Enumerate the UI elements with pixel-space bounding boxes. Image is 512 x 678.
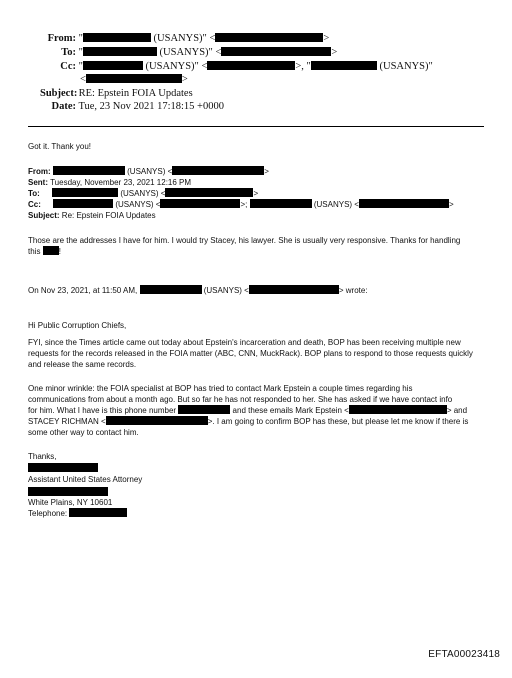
to-quote: " xyxy=(78,47,83,58)
quoted-cc-sep: >; xyxy=(240,200,248,209)
signature-telephone xyxy=(28,508,127,519)
body-para-2: FYI, since the Times article came out today about Epstein's incarceration and death, BOP has been receiving multiple new requests for the records released in the FOIA matter (ABC, CNN, MuckRack). BOP plans to respond to those requests quickly and release the same records. xyxy=(28,338,473,369)
on-date: On Nov 23, 2021, at 11:50 AM, xyxy=(28,286,138,295)
quoted-sent-row xyxy=(28,177,191,188)
redaction xyxy=(359,199,449,208)
redaction xyxy=(349,405,447,414)
quoted-to-label: To: xyxy=(28,189,40,198)
header-from-row xyxy=(40,33,329,44)
redaction xyxy=(106,416,208,425)
redaction xyxy=(43,246,59,255)
header-date-row xyxy=(40,101,224,112)
from-end: > xyxy=(323,33,330,44)
date-label: Date: xyxy=(51,101,76,112)
on-wrote-line xyxy=(28,285,368,296)
subject-value: RE: Epstein FOIA Updates xyxy=(78,88,193,99)
redaction xyxy=(140,285,202,294)
quoted-cc-label: Cc: xyxy=(28,200,41,209)
subject-label: Subject: xyxy=(40,88,78,99)
quoted-from-end: > xyxy=(264,167,269,176)
redaction xyxy=(178,405,230,414)
quoted-from-org: (USANYS) < xyxy=(127,167,173,176)
thanks: Thanks, xyxy=(28,452,57,461)
redaction xyxy=(83,47,157,56)
header-divider xyxy=(28,126,484,127)
redaction xyxy=(221,47,331,56)
redaction xyxy=(249,285,339,294)
quoted-cc-row xyxy=(28,199,454,210)
quoted-sent-value: Tuesday, November 23, 2021 12:16 PM xyxy=(50,178,192,187)
to-org: (USANYS)" < xyxy=(159,47,222,58)
cc-open: < xyxy=(80,74,86,85)
cc-label: Cc: xyxy=(60,61,76,72)
signature-city: White Plains, NY 10601 xyxy=(28,498,113,507)
reply-text: Got it. Thank you! xyxy=(28,142,91,151)
signature-name xyxy=(28,463,98,474)
quoted-to-end: > xyxy=(253,189,259,198)
quoted-subject-label: Subject: xyxy=(28,211,60,220)
quoted-to-row xyxy=(28,188,258,199)
redaction xyxy=(83,61,143,70)
para3-phone-text: for him. What I have is this phone number xyxy=(28,406,177,415)
cc-org-2: (USANYS)" xyxy=(379,61,433,72)
bates-number: EFTA00023418 xyxy=(428,649,500,660)
cc-close: > xyxy=(181,74,188,85)
quoted-from-row xyxy=(28,166,269,177)
redaction xyxy=(28,487,108,496)
redaction xyxy=(172,166,264,175)
header-cc-row xyxy=(40,61,433,72)
redaction xyxy=(52,188,118,197)
header-subject-row xyxy=(40,88,193,99)
redaction xyxy=(53,199,113,208)
from-quote: " xyxy=(78,33,83,44)
quoted-cc-org-2: (USANYS) < xyxy=(313,200,359,209)
redaction xyxy=(311,61,377,70)
header-to-row xyxy=(40,47,337,58)
redaction xyxy=(53,166,125,175)
para3-line-3 xyxy=(28,405,467,416)
redaction xyxy=(250,199,312,208)
para3-confirm: >. I am going to confirm BOP has these, but please let me know if there is xyxy=(207,417,469,426)
para3-and: > and xyxy=(446,406,468,415)
para3-stacey: STACEY RICHMAN < xyxy=(28,417,106,426)
from-org: (USANYS)" < xyxy=(153,33,216,44)
on-org: (USANYS) < xyxy=(203,286,249,295)
to-end: > xyxy=(331,47,338,58)
para3-line-2: communications from about a month ago. But so far he has not responded to her. She has asked if we have contact info xyxy=(28,395,453,404)
from-label: From: xyxy=(47,33,76,44)
header-cc-row-2 xyxy=(80,74,188,85)
cc-quote: " xyxy=(78,61,83,72)
signature-title: Assistant United States Attorney xyxy=(28,475,143,484)
quoted-subject-value: Re: Epstein FOIA Updates xyxy=(61,211,156,220)
quoted-from-label: From: xyxy=(28,167,51,176)
quoted-to-org: (USANYS) < xyxy=(120,189,166,198)
para3-emails-text: and these emails Mark Epstein < xyxy=(232,406,349,415)
greeting: Hi Public Corruption Chiefs, xyxy=(28,321,127,330)
para3-line-5: some other way to contact him. xyxy=(28,428,139,437)
cc-sep: >, " xyxy=(295,61,311,72)
cc-org: (USANYS)" < xyxy=(145,61,208,72)
para3-line-1: One minor wrinkle: the FOIA specialist at BOP has tried to contact Mark Epstein a couple times regarding his xyxy=(28,384,413,393)
telephone-label: Telephone: xyxy=(28,509,68,518)
para1-this: this xyxy=(28,247,41,256)
quoted-cc-org: (USANYS) < xyxy=(115,200,161,209)
redaction xyxy=(165,188,253,197)
quoted-cc-end: > xyxy=(448,200,454,209)
redaction xyxy=(160,199,240,208)
quoted-subject-row xyxy=(28,210,156,221)
quoted-sent-label: Sent: xyxy=(28,178,48,187)
on-wrote: > wrote: xyxy=(338,286,368,295)
body-para-1-line-2 xyxy=(28,246,61,257)
body-para-1: Those are the addresses I have for him. I would try Stacey, his lawyer. She is usually very responsive. Thanks for handling xyxy=(28,236,461,245)
para3-line-4 xyxy=(28,416,468,427)
redaction xyxy=(83,33,151,42)
redaction xyxy=(28,463,98,472)
date-value: Tue, 23 Nov 2021 17:18:15 +0000 xyxy=(78,101,224,112)
redaction xyxy=(86,74,182,83)
para1-exclaim: ! xyxy=(58,247,61,256)
redaction xyxy=(215,33,323,42)
to-label: To: xyxy=(61,47,76,58)
redaction xyxy=(207,61,295,70)
redaction xyxy=(69,508,127,517)
